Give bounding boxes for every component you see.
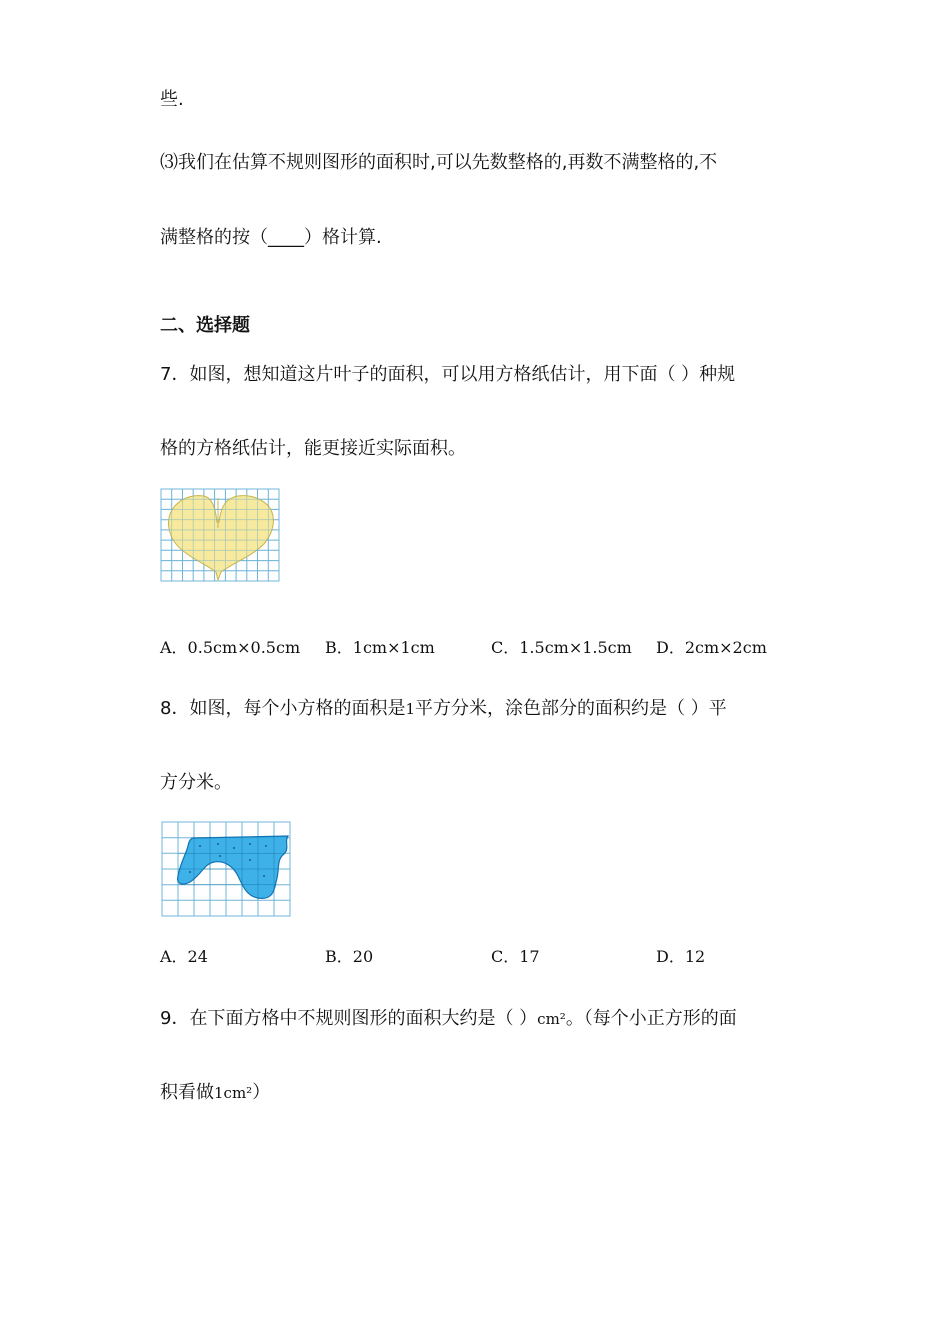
q9-line2 (160, 1081, 270, 1105)
q7-line2: 格的方格纸估计，能更接近实际面积。 (160, 438, 466, 459)
q7-option-b[interactable]: B．1cm×1cm (325, 638, 435, 657)
q8-line1 (160, 697, 727, 721)
q9-line2-prefix: 积看做 (160, 1082, 214, 1103)
continuation-text: 些. (160, 89, 184, 110)
q9-line1 (160, 1007, 737, 1031)
q6-part3-line2-suffix: ）格计算. (304, 227, 382, 248)
q9-line1-unit: cm² (537, 1010, 566, 1028)
q6-part3-line2 (160, 226, 382, 250)
q8-option-d[interactable]: D．12 (656, 947, 706, 966)
q7-option-c[interactable]: C．1.5cm×1.5cm (491, 638, 632, 657)
q9-line1-prefix: 9．在下面方格中不规则图形的面积大约是（ ） (160, 1008, 538, 1029)
q8-option-a[interactable]: A．24 (160, 947, 208, 966)
blue-shape-grid-figure (160, 820, 292, 920)
q6-part3-line2-prefix: 满整格的按（ (160, 227, 268, 248)
q7-option-a[interactable]: A．0.5cm×0.5cm (160, 638, 301, 657)
q8-option-b[interactable]: B．20 (325, 947, 374, 966)
q9-line1-suffix: 。（每个小正方形的面 (565, 1008, 737, 1029)
q8-option-c[interactable]: C．17 (491, 947, 540, 966)
q8-line2: 方分米。 (160, 772, 232, 793)
q8-line1-suffix: 平方分米，涂色部分的面积约是（ ）平 (415, 698, 727, 719)
answer-blank[interactable]: ____ (268, 227, 304, 248)
q8-line1-prefix: 8．如图，每个小方格的面积是 (160, 698, 406, 719)
q7-option-d[interactable]: D．2cm×2cm (656, 638, 767, 657)
q6-part3-line1: ⑶我们在估算不规则图形的面积时,可以先数整格的,再数不满整格的,不 (160, 152, 718, 173)
q7-line1: 7．如图，想知道这片叶子的面积，可以用方格纸估计，用下面（ ）种规 (160, 364, 736, 385)
q8-line1-num: 1 (405, 700, 415, 718)
leaf-grid-figure (160, 488, 282, 584)
q9-line2-suffix: ） (252, 1082, 271, 1103)
q9-line2-unit: 1cm² (214, 1084, 253, 1102)
section-title: 二、选择题 (160, 315, 250, 336)
